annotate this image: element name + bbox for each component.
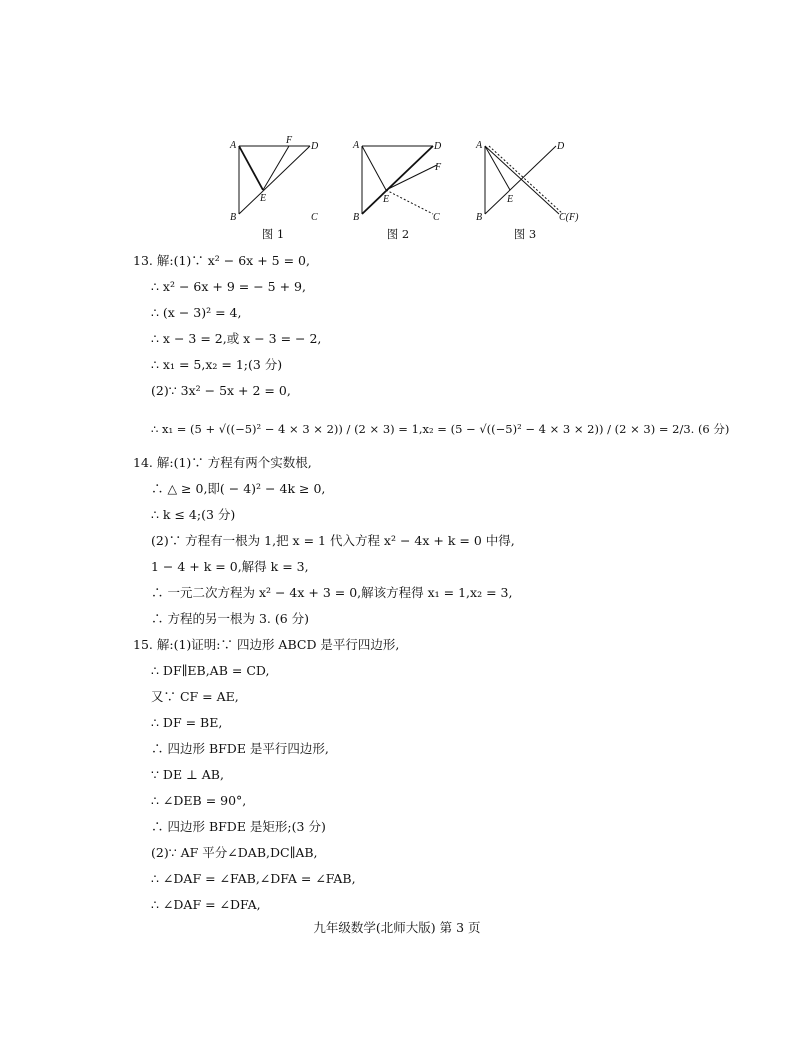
solution-line: ∴ 一元二次方程为 x² − 4x + 3 = 0,解该方程得 x₁ = 1,x₂ = 3,	[151, 585, 513, 600]
fig1-label-c: C	[311, 212, 318, 223]
solution-line: ∴ ∠DEB = 90°,	[151, 793, 247, 808]
fig2-label-a: A	[353, 140, 360, 151]
solution-line: ∴ DF = BE,	[151, 715, 223, 730]
fig2-label-f: F	[435, 162, 442, 173]
fig1-label-e: E	[260, 193, 267, 204]
solution-line: ∴ DF∥EB,AB = CD,	[151, 663, 270, 678]
fig1-label-f: F	[286, 135, 293, 146]
fig1-label-b: B	[230, 212, 237, 223]
solution-line: (2)∵ 方程有一根为 1,把 x = 1 代入方程 x² − 4x + k = 0 中得,	[151, 533, 515, 548]
solution-line: ∴ 方程的另一根为 3. (6 分)	[151, 611, 310, 626]
solution-line: ∴ x − 3 = 2,或 x − 3 = − 2,	[151, 331, 322, 346]
fig3-label-a: A	[476, 140, 483, 151]
solution-line: ∴ x₁ = 5,x₂ = 1;(3 分)	[151, 357, 283, 372]
fig2-label-d: D	[434, 141, 442, 152]
solution-line: ∵ DE ⊥ AB,	[151, 767, 224, 782]
solution-line: ∴ ∠DAF = ∠FAB,∠DFA = ∠FAB,	[151, 871, 356, 886]
fig2-label-c: C	[433, 212, 440, 223]
solution-line: ∴ 四边形 BFDE 是平行四边形,	[151, 741, 329, 756]
fig3-label-cf: C(F)	[559, 212, 579, 223]
solution-line: (2)∵ AF 平分∠DAB,DC∥AB,	[151, 845, 318, 860]
solution-line: 15. 解:(1)证明:∵ 四边形 ABCD 是平行四边形,	[133, 637, 400, 652]
solution-line: ∴ 四边形 BFDE 是矩形;(3 分)	[151, 819, 326, 834]
fig1-label-a: A	[230, 140, 237, 151]
solution-line: ∴ x₁ = (5 + √((−5)² − 4 × 3 × 2)) / (2 × 3) = 1,x₂ = (5 − √((−5)² − 4 × 3 × 2)) / (2 × 3) = 2/3. (6 分)	[151, 422, 730, 436]
solution-line: ∴ ∠DAF = ∠DFA,	[151, 897, 261, 912]
solution-line: 13. 解:(1)∵ x² − 6x + 5 = 0,	[133, 253, 310, 268]
fig3-label-d: D	[557, 141, 565, 152]
solution-line: ∴ x² − 6x + 9 = − 5 + 9,	[151, 279, 306, 294]
fig1-caption: 图 1	[261, 227, 285, 241]
solution-line: 1 − 4 + k = 0,解得 k = 3,	[151, 559, 309, 574]
fig2-caption: 图 2	[386, 227, 410, 241]
fig2-label-e: E	[383, 194, 390, 205]
solution-line: ∴ △ ≥ 0,即( − 4)² − 4k ≥ 0,	[151, 481, 326, 496]
solution-line: ∴ (x − 3)² = 4,	[151, 305, 242, 320]
fig3-label-b: B	[476, 212, 483, 223]
fig1-label-d: D	[311, 141, 319, 152]
solution-line: ∴ k ≤ 4;(3 分)	[151, 507, 236, 522]
fig3-label-e: E	[507, 194, 514, 205]
solution-line: 14. 解:(1)∵ 方程有两个实数根,	[133, 455, 312, 470]
solution-line: (2)∵ 3x² − 5x + 2 = 0,	[151, 383, 291, 398]
fig2-label-b: B	[353, 212, 360, 223]
fig3-caption: 图 3	[513, 227, 537, 241]
page-footer: 九年级数学(北师大版) 第 3 页	[313, 920, 481, 935]
solution-line: 又∵ CF = AE,	[151, 689, 239, 704]
